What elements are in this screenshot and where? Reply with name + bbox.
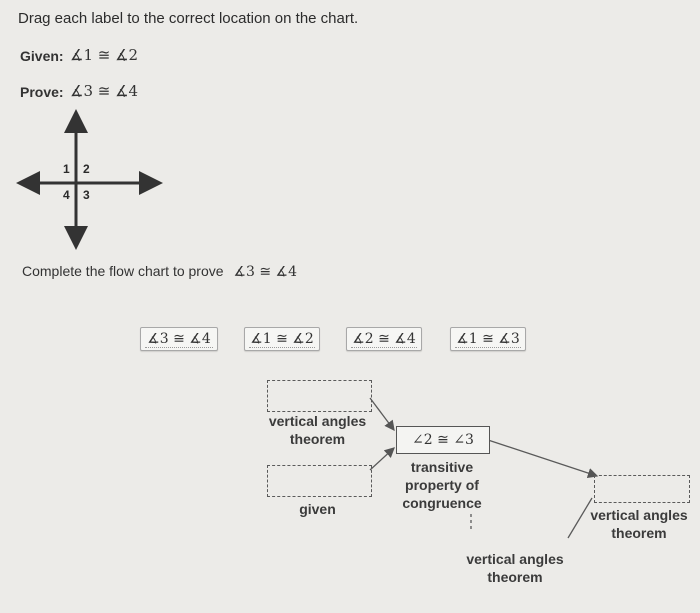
angle-label-4: 4 [63,188,70,202]
tile-angle2-congruent-angle4[interactable]: ∡2 ≅ ∡4 [346,327,422,351]
reason-vertical-angles-2: vertical angles theorem [590,507,688,541]
statement-angle2-congruent-angle3: ∠2 ≅ ∠3 [396,426,490,454]
complete-statement: ∡3 ≅ ∡4 [233,264,297,280]
reason-vertical-angles-3: vertical angles theorem [466,551,564,585]
instruction-text: Drag each label to the correct location on the chart. [18,10,359,27]
reason-given: given [299,501,336,517]
prove-statement: ∡3 ≅ ∡4 [70,82,139,100]
angle-label-1: 1 [63,162,70,176]
reason-transitive-property: transitive property of congruence [402,459,482,511]
tile-angle3-congruent-angle4[interactable]: ∡3 ≅ ∡4 [140,327,218,351]
drop-target-3[interactable] [594,475,690,503]
angle-label-3: 3 [83,188,90,202]
given-label: Given: [20,48,64,64]
drop-target-2[interactable] [267,465,372,497]
angle-label-2: 2 [83,162,90,176]
reason-vertical-angles-1: vertical angles theorem [268,413,367,447]
drop-target-1[interactable] [267,380,372,412]
complete-text: Complete the flow chart to prove ∡3 ≅ ∡4 [22,263,297,280]
tile-angle1-congruent-angle3[interactable]: ∡1 ≅ ∡3 [450,327,526,351]
prove-label: Prove: [20,84,64,100]
given-statement: ∡1 ≅ ∡2 [70,46,139,64]
tile-angle1-congruent-angle2[interactable]: ∡1 ≅ ∡2 [244,327,320,351]
